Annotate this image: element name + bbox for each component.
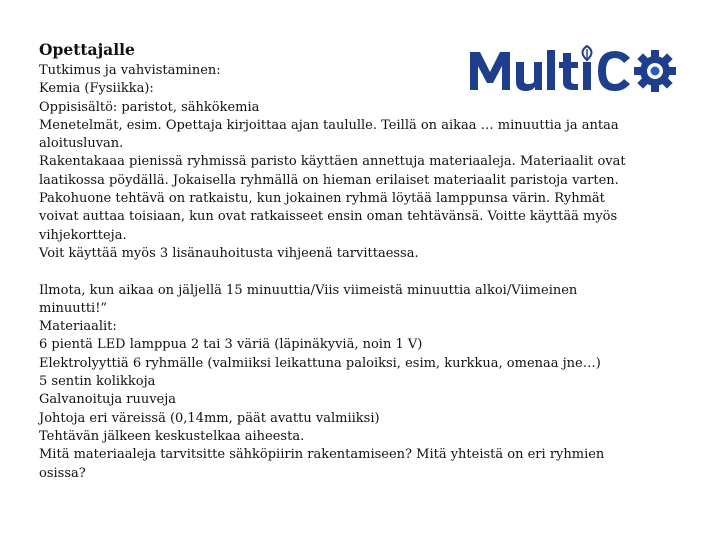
intro-line: Pakohuone tehtävä on ratkaistu, kun jokainen ryhmä löytää lamppunsa värin. Ryhmät (39, 191, 605, 207)
intro-line: Kemia (Fysiikka): (39, 81, 154, 97)
body-line: Ilmota, kun aikaa on jäljellä 15 minuuttia/Viis viimeistä minuuttia alkoi/Viimeinen (39, 282, 578, 298)
intro-line: vihjekortteja. (39, 227, 127, 243)
body-line: Materiaalit: (39, 319, 117, 335)
intro-line: Menetelmät, esim. Opettaja kirjoittaa ajan taululle. Teillä on aikaa … minuuttia ja antaa (39, 117, 619, 133)
body-line: Tehtävän jälkeen keskustelkaa aiheesta. (39, 428, 305, 444)
body-line: Elektrolyyttiä 6 ryhmälle (valmiiksi leikattuna paloiksi, esim, kurkkua, omenaa jne…) (39, 355, 601, 371)
body-line: 6 pientä LED lamppua 2 tai 3 väriä (läpinäkyviä, noin 1 V) (39, 337, 423, 353)
body-line: 5 sentin kolikkoja (39, 374, 156, 390)
intro-line: aloitusluvan. (39, 136, 124, 152)
page-title: Opettajalle (39, 40, 135, 59)
document-body (39, 62, 689, 483)
intro-line: Voit käyttää myös 3 lisänauhoitusta vihjeenä tarvittaessa. (39, 245, 419, 261)
intro-line: Oppisisältö: paristot, sähkökemia (39, 99, 260, 115)
intro-line: Rakentakaaa pienissä ryhmissä paristo käyttäen annettuja materiaaleja. Materiaalit ovat (39, 154, 626, 170)
body-line: minuutti!” (39, 300, 108, 316)
intro-line: Tutkimus ja vahvistaminen: (39, 63, 221, 78)
body-line: osissa? (39, 465, 86, 481)
intro-line: laatikossa pöydällä. Jokaisella ryhmällä on hieman erilaiset materiaalit paristoja varten. (39, 172, 619, 188)
body-line: Mitä materiaaleja tarvitsitte sähköpiirin rakentamiseen? Mitä yhteistä on eri ryhmien (39, 447, 605, 463)
body-line: Galvanoituja ruuveja (39, 392, 177, 408)
body-line: Johtoja eri väreissä (0,14mm, päät avattu valmiiksi) (39, 410, 380, 426)
intro-line: voivat auttaa toisiaan, kun ovat ratkaisseet ensin oman tehtävänsä. Voitte käyttää myös (39, 209, 618, 225)
paragraph-gap (39, 263, 689, 281)
